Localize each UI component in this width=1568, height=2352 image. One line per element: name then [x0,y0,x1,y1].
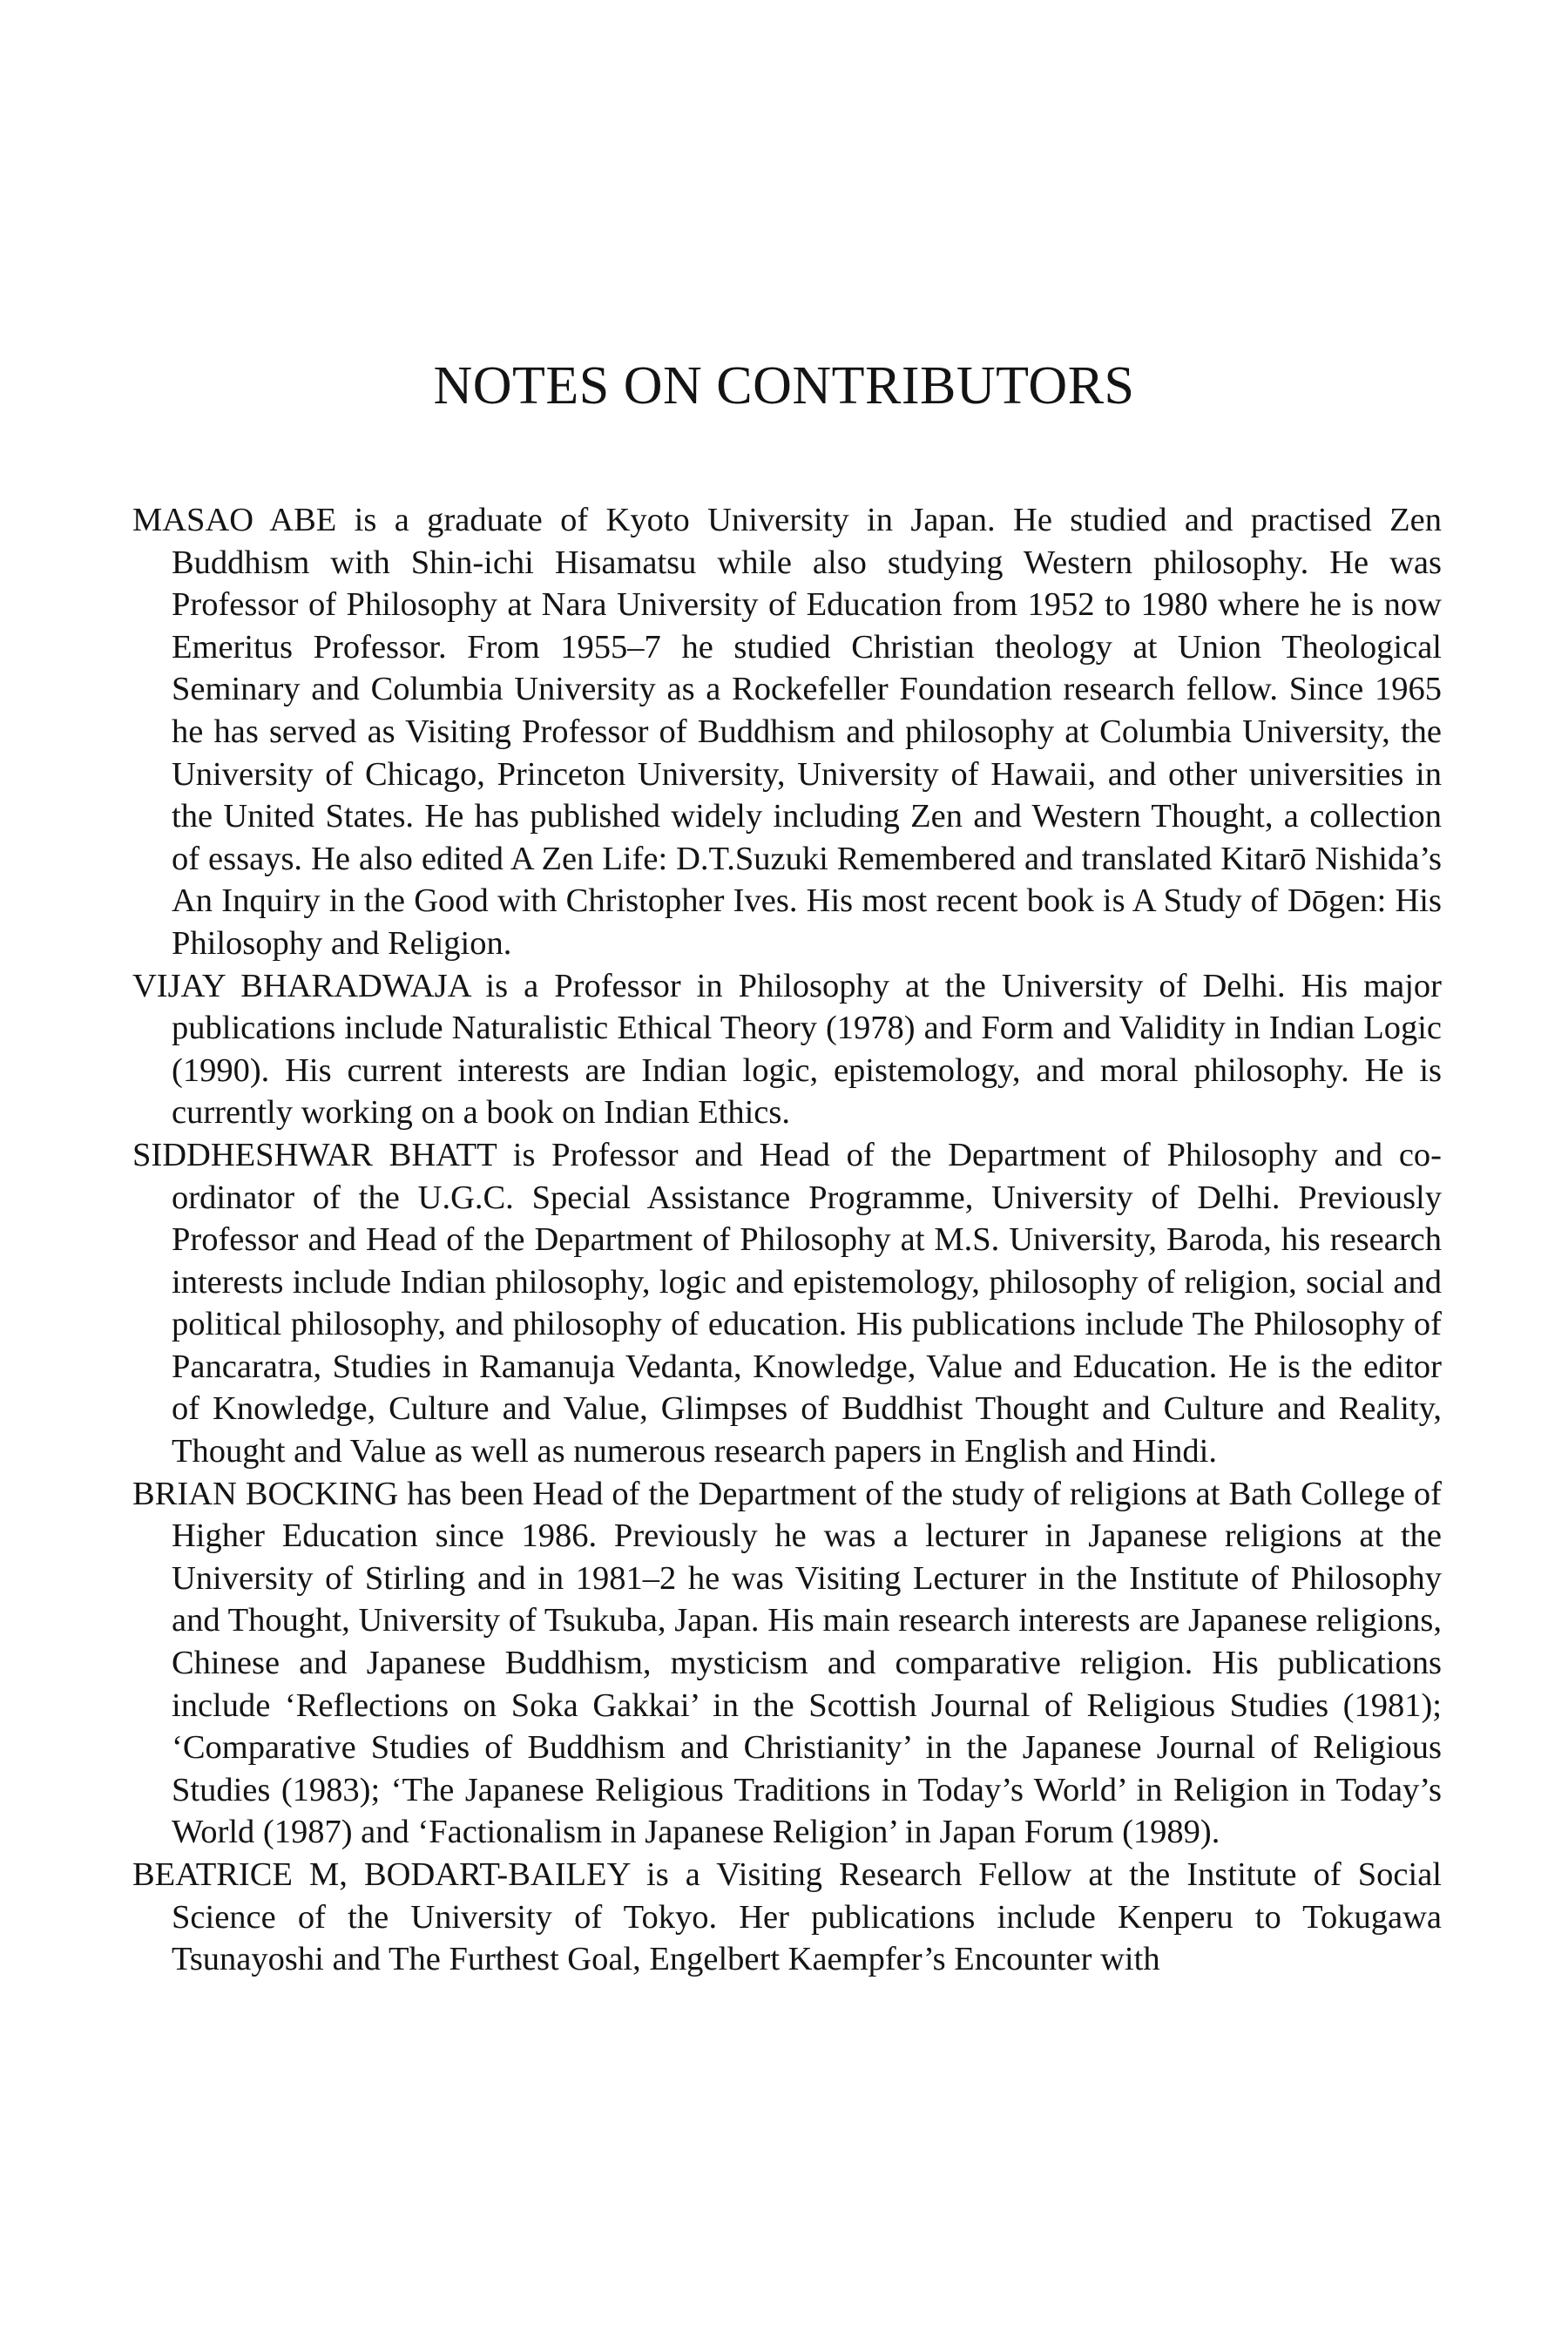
contributor-entry-siddheshwar-bhatt: SIDDHESHWAR BHATT is Professor and Head of the Department of Philosophy and co-ordinator of the U.G.C. Special Assistance Programme, University of Delhi. Previously Professor and Head of the Department of Philosophy at M.S. University, Baroda, his research interests include Indian philosophy, logic and epistemology, philosophy of religion, social and political philosophy, and philosophy of education. His publications include The Philosophy of Pancaratra, Studies in Ramanuja Vedanta, Knowledge, Value and Education. He is the editor of Knowledge, Culture and Value, Glimpses of Buddhist Thought and Culture and Reality, Thought and Value as well as numerous research papers in English and Hindi. [132,1136,1442,1470]
contributor-entry-beatrice-bodart-bailey: BEATRICE M, BODART-BAILEY is a Visiting Research Fellow at the Institute of Social Science of the University of Tokyo. Her publications include Kenperu to Tokugawa Tsunayoshi and The Furthest Goal, Engelbert Kaempfer’s Encounter with [132,1856,1442,1978]
contributor-list [132,499,1442,1981]
contributor-entry-masao-abe: MASAO ABE is a graduate of Kyoto University in Japan. He studied and practised Zen Buddhism with Shin-ichi Hisamatsu while also studying Western philosophy. He was Professor of Philosophy at Nara University of Education from 1952 to 1980 where he is now Emeritus Professor. From 1955–7 he studied Christian theology at Union Theological Seminary and Columbia University as a Rockefeller Foundation research fellow. Since 1965 he has served as Visiting Professor of Buddhism and philosophy at Columbia University, the University of Chicago, Princeton University, University of Hawaii, and other universities in the United States. He has published widely including Zen and Western Thought, a collection of essays. He also edited A Zen Life: D.T.Suzuki Remembered and translated Kitarō Nishida’s An Inquiry in the Good with Christopher Ives. His most recent book is A Study of Dōgen: His Philosophy and Religion. [132,502,1442,962]
contributor-entry-brian-bocking: BRIAN BOCKING has been Head of the Department of the study of religions at Bath College of Higher Education since 1986. Previously he was a lecturer in Japanese religions at the University of Stirling and in 1981–2 he was Visiting Lecturer in the Institute of Philosophy and Thought, University of Tsukuba, Japan. His main research interests are Japanese religions, Chinese and Japanese Buddhism, mysticism and comparative religion. His publications include ‘Reflections on Soka Gakkai’ in the Scottish Journal of Religious Studies (1981); ‘Comparative Studies of Buddhism and Christianity’ in the Japanese Journal of Religious Studies (1983); ‘The Japanese Religious Traditions in Today’s World’ in Religion in Today’s World (1987) and ‘Factionalism in Japanese Religion’ in Japan Forum (1989). [132,1475,1442,1851]
contributor-entry-vijay-bharadwaja: VIJAY BHARADWAJA is a Professor in Philosophy at the University of Delhi. His major publications include Naturalistic Ethical Theory (1978) and Form and Validity in Indian Logic (1990). His current interests are Indian logic, epistemology, and moral philosophy. He is currently working on a book on Indian Ethics. [132,967,1442,1132]
page-title: NOTES ON CONTRIBUTORS [433,356,1135,416]
